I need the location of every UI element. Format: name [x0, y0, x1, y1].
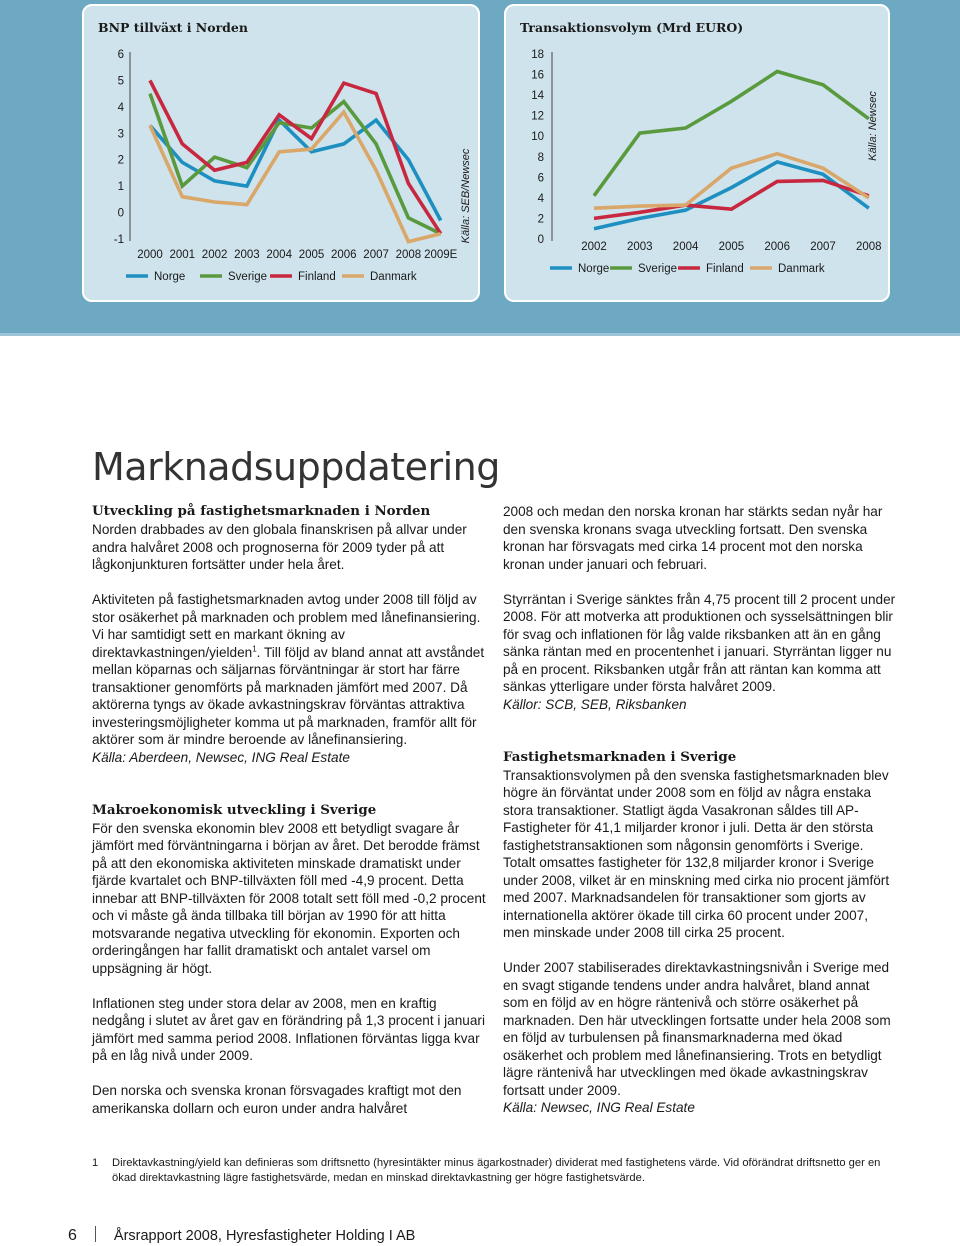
x-tick-label: 2007 — [363, 249, 389, 261]
y-tick-label: 4 — [537, 192, 544, 205]
legend-label: Sverige — [228, 271, 267, 283]
paragraph: Norden drabbades av den globala finanskrisen på allvar under andra halvåret 2008 och prognoserna för 2009 tyder på att lågkonjunkturen fortsätter under hela året. — [92, 522, 467, 572]
x-tick-label: 2004 — [672, 241, 699, 253]
y-tick-label: 6 — [117, 49, 124, 61]
x-tick-label: 2001 — [169, 249, 196, 261]
x-tick-label: 2002 — [201, 249, 228, 261]
footer-text: Årsrapport 2008, Hyresfastigheter Holding I AB — [113, 1228, 416, 1244]
page-heading: Marknadsuppdatering — [92, 445, 500, 490]
y-tick-label: 2 — [117, 154, 124, 167]
legend-label: Norge — [578, 263, 610, 275]
x-tick-label: 2006 — [764, 241, 790, 253]
x-tick-label: 2003 — [234, 249, 260, 261]
left-column — [92, 502, 487, 1135]
y-tick-label: 14 — [531, 90, 544, 103]
y-tick-label: 18 — [531, 49, 544, 61]
legend-label: Finland — [706, 263, 744, 275]
x-tick-label: 2005 — [718, 241, 745, 253]
legend-label: Sverige — [638, 263, 677, 275]
y-tick-label: 1 — [117, 181, 124, 194]
x-tick-label: 2004 — [266, 249, 292, 261]
y-tick-label: 5 — [117, 75, 124, 88]
x-tick-label: 2008 — [856, 241, 882, 253]
y-tick-label: -1 — [113, 234, 124, 246]
y-tick-label: 12 — [531, 110, 544, 123]
source-label: Källa: Newsec — [867, 91, 879, 161]
footnote-ref: 1 — [252, 643, 257, 653]
legend-label: Finland — [298, 271, 336, 283]
y-tick-label: 3 — [117, 128, 124, 141]
section-title-norden: Utveckling på fastighetsmarknaden i Norden — [92, 503, 431, 519]
legend-label: Norge — [154, 271, 186, 283]
paragraph: Styrräntan i Sverige sänktes från 4,75 procent till 2 procent under 2008. För att motverka att produktionen och sysselsättningen blir för svag och inflationen för låg valde riksbanken att än en gång sänka räntan med en procentenhet i januari. Styrräntan ligger nu på en procent. Riksbanken utgår från att räntan kan komma att sänkas ytterligare under första halvåret 2009. Källor: SCB, SEB, Riksbanken — [503, 591, 896, 712]
footnote-number: 1 — [92, 1157, 99, 1169]
source-label: Källa: SEB/Newsec — [460, 148, 472, 244]
legend-label: Danmark — [370, 271, 417, 283]
series-line-norge — [150, 120, 441, 220]
legend-label: Danmark — [778, 263, 825, 275]
x-tick-label: 2003 — [627, 241, 653, 253]
source-note: Källa: Newsec, ING Real Estate — [503, 1100, 695, 1115]
bnp-chart — [84, 6, 478, 300]
paragraph: Den norska och svenska kronan försvagades kraftigt mot den amerikanska dollarn och euron under andra halvåret — [92, 1083, 462, 1116]
footnote-text: Direktavkastning/yield kan definieras som driftsnetto (hyresintäkter minus ägarkostnader) dividerat med fastighetens värde. Vid oförändrat driftsnetto ger en ökad direktavkastning lägre fastighetsvärde, medan en minskad direktavkastning ger högre fastighetsvärde. — [112, 1157, 881, 1184]
paragraph: 2008 och medan den norska kronan har stärkts sedan nyår har den svenska kronans svaga utveckling fortsatt. Den svenska kronan har försvagats med cirka 14 procent mot den norska kronan under januari och februari. — [503, 504, 883, 572]
paragraph: Under 2007 stabiliserades direktavkastningsnivån i Sverige med en svagt stigande tendens under andra halvåret, bland annat som en följd av en högre räntenivå och större osäkerhet på marknaden. Den här utvecklingen fortsatte under hela 2008 som en följd av turbulensen på finansmarknaderna med ökad osäkerhet och problem med lånefinansiering. Trots en betydligt lägre räntenivå har utvecklingen med ökade avkastningskrav fortsatt under 2009. Källa: Newsec, ING Real Estate — [503, 960, 891, 1115]
y-tick-label: 0 — [117, 207, 124, 220]
paragraph: Aktiviteten på fastighetsmarknaden avtog under 2008 till följd av stor osäkerhet på marknaden och problem med lånefinansiering. Vi har samtidigt sett en markant ökning av direktavkastningen/yielden$^1$. Till följd av bland annat att avståndet mellan köparnas och säljarnas förväntningar är stort har färre transaktioner genomförts på marknaden jämfört med 2007. Då aktörerna tyngs av ökade avkastningskrav förväntas attraktiva investeringsmöjligheter komma ut på marknaden, framför allt för aktörer som är mindre beroende av lånefinansiering. Källa: Aberdeen, Newsec, ING Real Estate — [92, 592, 485, 765]
x-tick-label: 2007 — [810, 241, 836, 253]
y-tick-label: 6 — [537, 172, 544, 185]
section-title-fastighetsmarknaden: Fastighetsmarknaden i Sverige — [503, 748, 737, 765]
y-tick-label: 10 — [531, 131, 544, 144]
bnp-chart-panel — [82, 4, 480, 302]
x-tick-label: 2009E — [424, 249, 458, 261]
footer-divider — [95, 1226, 96, 1242]
transaction-chart-panel — [504, 4, 890, 302]
y-tick-label: 2 — [537, 213, 544, 226]
footnote — [92, 1156, 882, 1186]
y-tick-label: 0 — [537, 234, 544, 246]
section-title-makro: Makroekonomisk utveckling i Sverige — [92, 801, 377, 818]
x-tick-label: 2005 — [298, 249, 325, 261]
x-tick-label: 2006 — [331, 249, 357, 261]
source-note: Källa: Aberdeen, Newsec, ING Real Estate — [92, 749, 350, 765]
series-line-finland — [150, 80, 441, 233]
paragraph: Transaktionsvolymen på den svenska fastighetsmarknaden blev högre än förväntat under 2008 som en följd av några enstaka stora transaktioner. Statligt ägda Vasakronan såldes till AP-Fastigheter för 41,1 miljarder kronor i juli. Detta är den största fastighetstransaktionen som någonsin genomförts i Sverige. Totalt omsattes fastigheter för 132,8 miljarder kronor i Sverige under 2008, vilket är en minskning med cirka nio procent jämfört med 2007. Marknadsandelen för transaktioner som gjorts av internationella aktörer ökade till cirka 60 procent under 2007, men minskade under 2008 till cirka 25 procent. — [503, 767, 890, 940]
transaction-chart — [506, 6, 888, 300]
x-tick-label: 2000 — [137, 249, 163, 261]
band-edge — [0, 333, 960, 336]
paragraph: Inflationen steg under stora delar av 2008, men en kraftig nedgång i slutet av året gav en förändring på 1,3 procent i januari jämfört med samma period 2008. Inflationen förväntas ligga kvar på en låg nivå under 2009. — [92, 995, 485, 1063]
x-tick-label: 2008 — [395, 249, 422, 261]
source-note: Källor: SCB, SEB, Riksbanken — [503, 696, 687, 712]
bnp-chart-title: BNP tillväxt i Norden — [98, 20, 248, 35]
y-tick-label: 4 — [117, 101, 124, 114]
y-tick-label: 16 — [531, 69, 544, 82]
page-footer — [68, 1226, 415, 1245]
transaction-chart-title: Transaktionsvolym (Mrd EURO) — [520, 20, 744, 35]
y-tick-label: 8 — [537, 151, 544, 164]
x-tick-label: 2002 — [581, 241, 607, 253]
page-number: 6 — [68, 1227, 77, 1244]
paragraph: För den svenska ekonomin blev 2008 ett betydligt svagare år jämfört med förväntningarna i början av året. Det berodde främst på att den ekonomiska aktiviteten minskade dramatiskt under fjärde kvartalet och BNP-tillväxten föll med -4,9 procent. Detta innebar att BNP-tillväxten för 2008 totalt sett föll med -0,2 procent och vi måste gå ända tillbaka till början av 1990 för att hitta motsvarande negativa utveckling för ekonomin. Exporten och orderingången har fallit dramatiskt och antalet varsel om uppsägning är högt. — [92, 820, 486, 976]
right-column — [503, 503, 898, 1134]
